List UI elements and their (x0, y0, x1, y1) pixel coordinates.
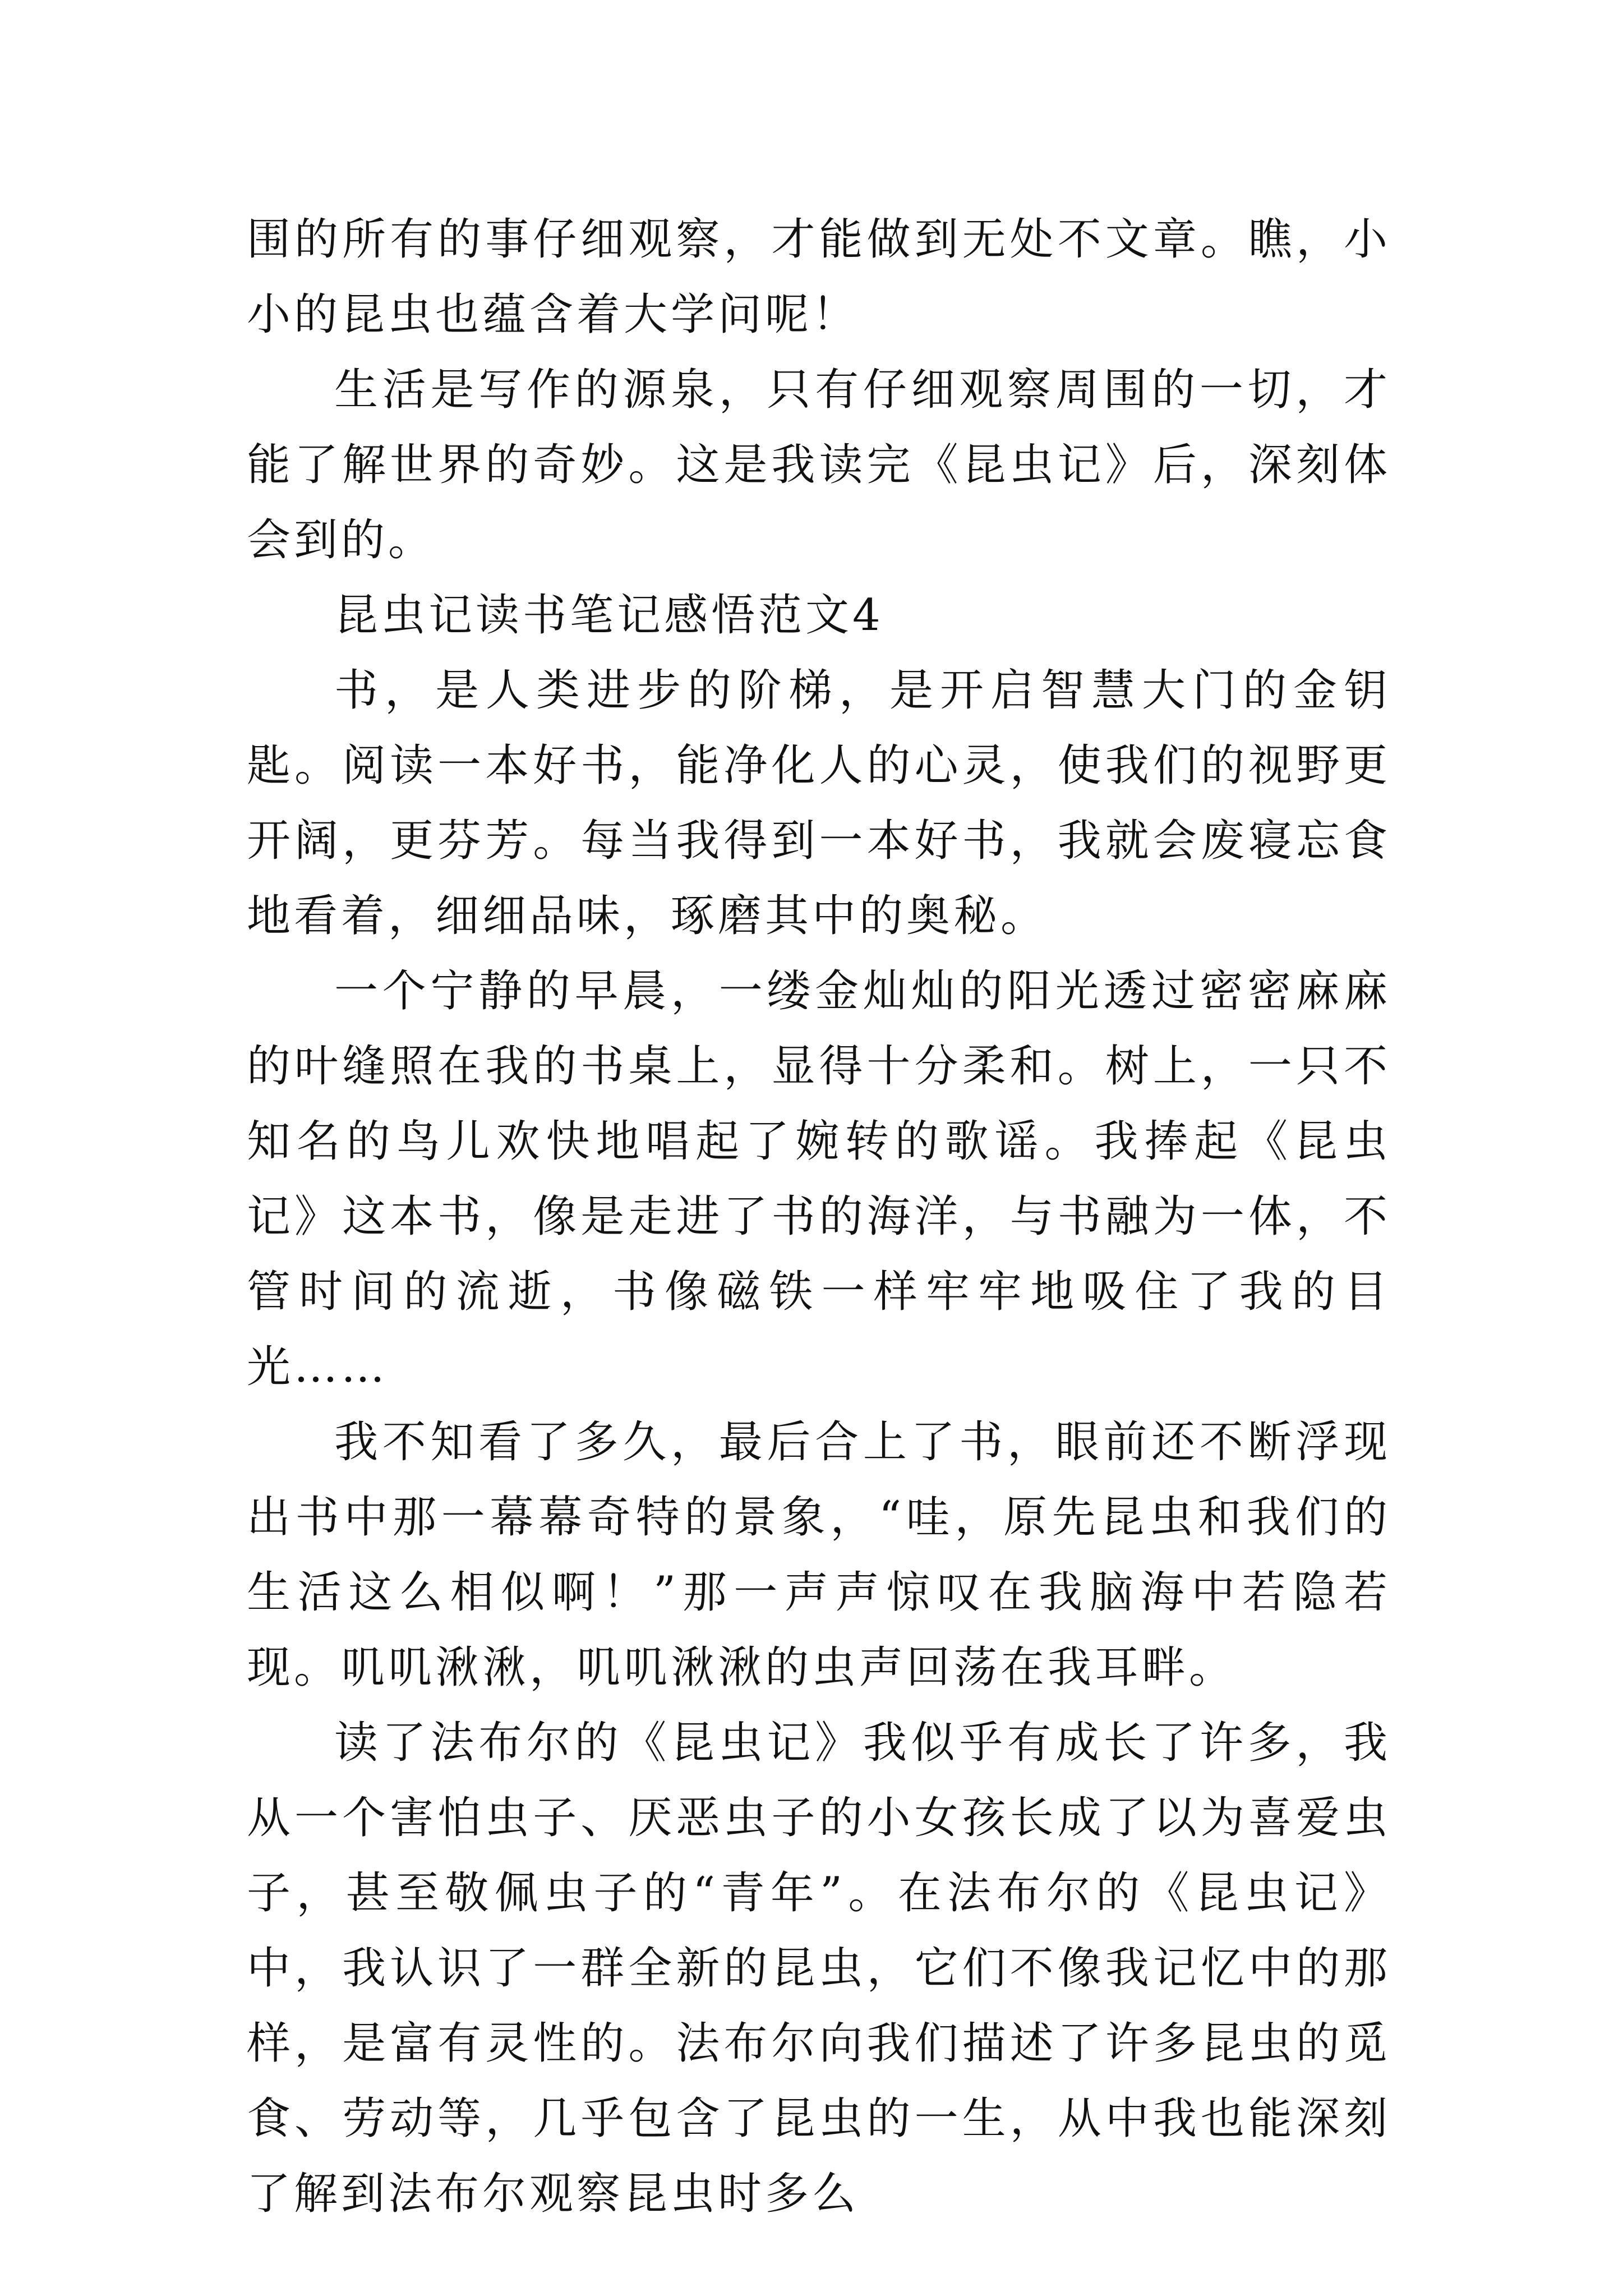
document-body (247, 202, 1391, 2231)
paragraph: 读了法布尔的《昆虫记》我似乎有成长了许多，我从一个害怕虫子、厌恶虫子的小女孩长成了以为喜爱虫子，甚至敬佩虫子的“青年”。在法布尔的《昆虫记》中，我认识了一群全新的昆虫，它们不像我记忆中的那样，是富有灵性的。法布尔向我们描述了许多昆虫的觅食、劳动等，几乎包含了昆虫的一生，从中我也能深刻了解到法布尔观察昆虫时多么 (247, 1718, 1391, 2219)
paragraph-continued: 围的所有的事仔细观察，才能做到无处不文章。瞧，小小的昆虫也蕴含着大学问呢！ (247, 214, 1391, 340)
paragraph: 我不知看了多久，最后合上了书，眼前还不断浮现出书中那一幕幕奇特的景象，“哇，原先昆虫和我们的生活这么相似啊！”那一声声惊叹在我脑海中若隐若现。叽叽湫湫，叽叽湫湫的虫声回荡在我耳畔。 (247, 1417, 1391, 1693)
paragraph: 书，是人类进步的阶梯，是开启智慧大门的金钥匙。阅读一本好书，能净化人的心灵，使我们的视野更开阔，更芬芳。每当我得到一本好书，我就会废寝忘食地看着，细细品味，琢磨其中的奥秘。 (247, 665, 1391, 941)
section-heading: 昆虫记读书笔记感悟范文4 (334, 590, 884, 641)
paragraph: 一个宁静的早晨，一缕金灿灿的阳光透过密密麻麻的叶缝照在我的书桌上，显得十分柔和。树上，一只不知名的鸟儿欢快地唱起了婉转的歌谣。我捧起《昆虫记》这本书，像是走进了书的海洋，与书融为一体，不管时间的流逝，书像磁铁一样牢牢地吸住了我的目光…… (247, 966, 1391, 1392)
paragraph: 生活是写作的源泉，只有仔细观察周围的一切，才能了解世界的奇妙。这是我读完《昆虫记》后，深刻体会到的。 (247, 365, 1391, 565)
